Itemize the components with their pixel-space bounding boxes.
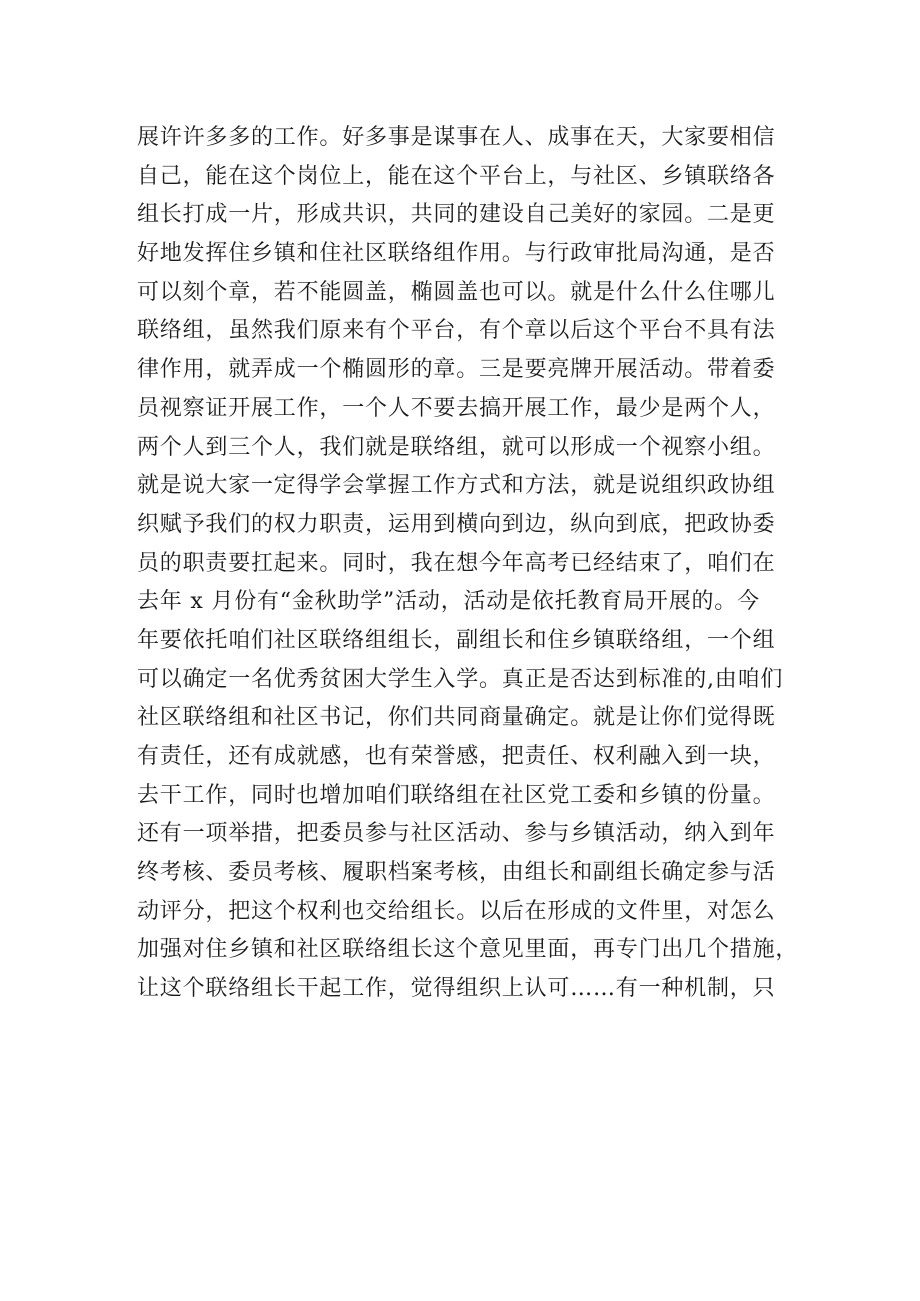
text-line: 还有一项举措，把委员参与社区活动、参与乡镇活动，纳入到年: [137, 821, 776, 847]
text-line: 好地发挥住乡镇和住社区联络组作用。与行政审批局沟通，是否: [137, 241, 776, 267]
text-line: 加强对住乡镇和社区联络组长这个意见里面，再专门出几个措施，: [137, 937, 799, 963]
text-line: 律作用，就弄成一个椭圆形的章。三是要亮牌开展活动。带着委: [137, 357, 776, 383]
text-line: 有责任，还有成就感，也有荣誉感，把责任、权利融入到一块，: [137, 744, 776, 769]
text-line: 就是说大家一定得学会掌握工作方式和方法，就是说组织政协组: [137, 473, 776, 499]
text-line: 两个人到三个人，我们就是联络组，就可以形成一个视察小组。: [137, 434, 776, 460]
text-line: 自己，能在这个岗位上，能在这个平台上，与社区、乡镇联络各: [137, 163, 776, 189]
text-line: 可以刻个章，若不能圆盖，椭圆盖也可以。就是什么什么住哪儿: [137, 279, 776, 305]
text-line: 组长打成一片，形成共识，共同的建设自己美好的家园。二是更: [137, 202, 776, 228]
text-line: 可以确定一名优秀贫困大学生入学。真正是否达到标准的,由咱们: [137, 666, 784, 692]
text-line: 织赋予我们的权力职责，运用到横向到边，纵向到底，把政协委: [137, 511, 776, 537]
body-text: [137, 119, 817, 1009]
text-line: 动评分，把这个权利也交给组长。以后在形成的文件里，对怎么: [137, 898, 776, 924]
text-line: 去年 x 月份有“金秋助学”活动，活动是依托教育局开展的。今: [137, 589, 760, 615]
text-line: 年要依托咱们社区联络组组长，副组长和住乡镇联络组，一个组: [137, 627, 776, 653]
text-line: 展许许多多的工作。好多事是谋事在人、成事在天，大家要相信: [137, 125, 776, 150]
text-line: 让这个联络组长干起工作，觉得组织上认可……有一种机制，只: [137, 976, 776, 1002]
text-line: 员视察证开展工作，一个人不要去搞开展工作，最少是两个人，: [137, 395, 776, 421]
text-line: 终考核、委员考核、履职档案考核，由组长和副组长确定参与活: [137, 860, 776, 886]
text-line: 员的职责要扛起来。同时，我在想今年高考已经结束了，咱们在: [137, 550, 776, 576]
text-line: 社区联络组和社区书记，你们共同商量确定。就是让你们觉得既: [137, 705, 776, 731]
text-line: 联络组，虽然我们原来有个平台，有个章以后这个平台不具有法: [137, 318, 776, 344]
text-line: 去干工作，同时也增加咱们联络组在社区党工委和乡镇的份量。: [137, 782, 776, 808]
